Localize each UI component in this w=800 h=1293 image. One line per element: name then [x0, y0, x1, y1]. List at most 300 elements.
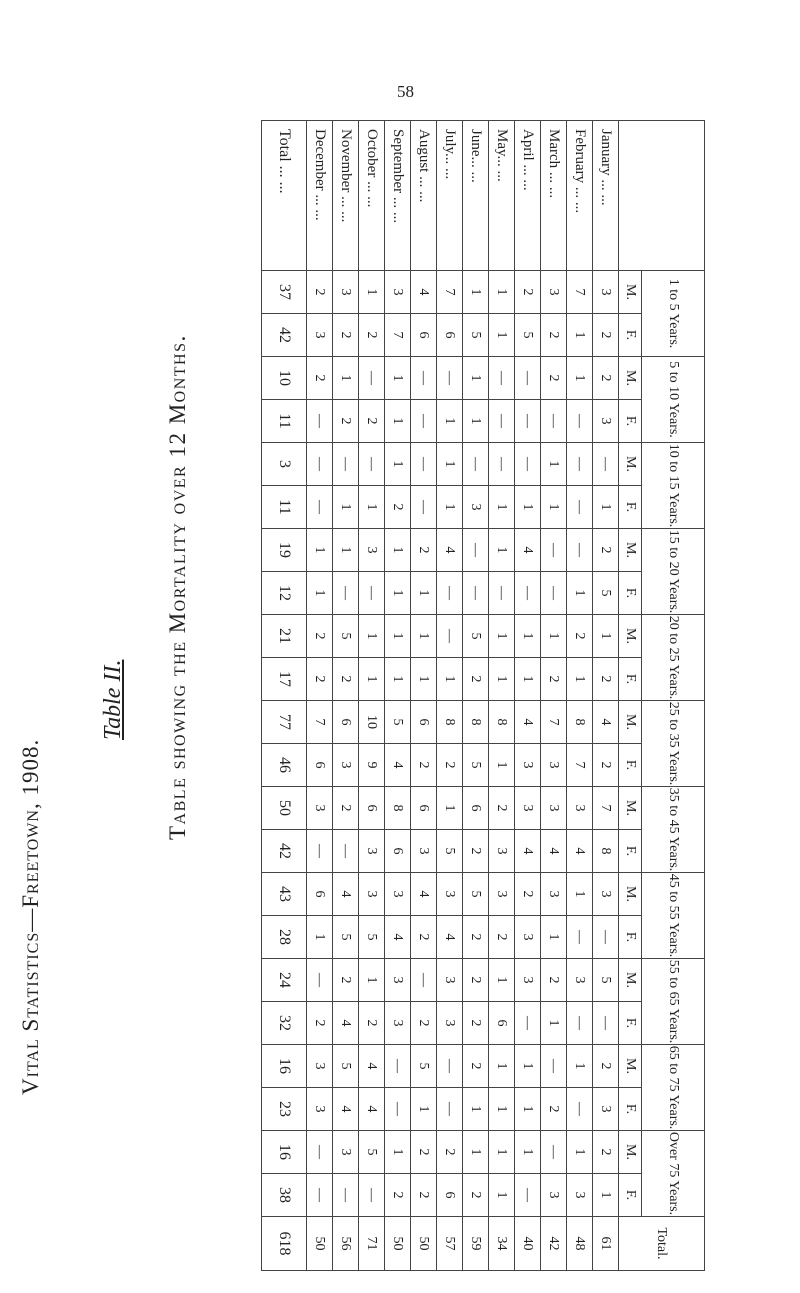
table-cell: 3: [359, 529, 385, 572]
table-cell: —: [437, 1088, 463, 1131]
month-cell: [385, 121, 411, 271]
total-row: [262, 121, 307, 1271]
table-cell: 2: [593, 1131, 619, 1174]
table-cell: 2: [463, 1174, 489, 1217]
column-total-cell: 37: [262, 271, 307, 314]
sex-header: F.: [619, 314, 642, 357]
table-cell: 2: [333, 400, 359, 443]
sex-header: M.: [619, 271, 642, 314]
table-cell: 1: [437, 658, 463, 701]
table-cell: 1: [411, 658, 437, 701]
table-cell: 2: [515, 873, 541, 916]
column-total-cell: 19: [262, 529, 307, 572]
sex-header: M.: [619, 787, 642, 830]
table-cell: —: [567, 916, 593, 959]
table-cell: 2: [333, 658, 359, 701]
table-cell: 8: [567, 701, 593, 744]
table-cell: 1: [463, 357, 489, 400]
leader-dots: ...: [468, 167, 484, 183]
total-column-header: Total.: [619, 1217, 705, 1271]
table-cell: 2: [541, 658, 567, 701]
table-row: [515, 121, 541, 1271]
age-group-header: 15 to 20 Years.: [642, 529, 705, 615]
row-total-cell: 59: [463, 1217, 489, 1271]
page-number: 58: [397, 82, 414, 101]
table-cell: 6: [359, 787, 385, 830]
table-cell: 1: [489, 1131, 515, 1174]
row-total-cell: 40: [515, 1217, 541, 1271]
table-cell: 5: [359, 1131, 385, 1174]
table-cell: —: [307, 959, 333, 1002]
table-cell: 2: [359, 314, 385, 357]
sex-header: M.: [619, 443, 642, 486]
table-cell: —: [593, 443, 619, 486]
table-cell: —: [411, 400, 437, 443]
leader-dots: ... ...: [546, 168, 562, 199]
age-group-header: 55 to 65 Years.: [642, 959, 705, 1045]
table-cell: 2: [515, 271, 541, 314]
age-group-header: 1 to 5 Years.: [642, 271, 705, 357]
table-cell: 1: [515, 1088, 541, 1131]
table-cell: 2: [593, 744, 619, 787]
month-cell: [307, 121, 333, 271]
table-row: [567, 121, 593, 1271]
table-cell: —: [359, 357, 385, 400]
table-cell: 10: [359, 701, 385, 744]
month-cell: [489, 121, 515, 271]
table-cell: —: [411, 959, 437, 1002]
table-cell: 4: [359, 1088, 385, 1131]
table-row: [359, 121, 385, 1271]
table-cell: 2: [541, 314, 567, 357]
table-cell: 2: [307, 357, 333, 400]
leader-dots: ...: [442, 164, 458, 180]
table-cell: —: [515, 400, 541, 443]
table-cell: 1: [541, 486, 567, 529]
table-cell: 2: [411, 1174, 437, 1217]
row-total-cell: 42: [541, 1217, 567, 1271]
table-cell: 1: [359, 658, 385, 701]
table-cell: 6: [385, 830, 411, 873]
table-cell: 1: [333, 529, 359, 572]
leader-dots: ... ...: [520, 160, 536, 191]
table-cell: 1: [411, 615, 437, 658]
sex-header: F.: [619, 572, 642, 615]
leader-dots: ... ...: [364, 177, 380, 208]
table-cell: —: [333, 830, 359, 873]
table-cell: 3: [463, 486, 489, 529]
table-cell: —: [567, 1088, 593, 1131]
table-cell: 8: [437, 701, 463, 744]
table-cell: 6: [411, 701, 437, 744]
table-cell: —: [463, 529, 489, 572]
table-cell: —: [515, 443, 541, 486]
month-name: November: [338, 129, 354, 193]
table-cell: 4: [385, 744, 411, 787]
month-cell: [515, 121, 541, 271]
table-row: [541, 121, 567, 1271]
table-cell: 1: [567, 1045, 593, 1088]
table-row: [333, 121, 359, 1271]
month-name: January: [598, 129, 614, 176]
table-cell: 1: [437, 400, 463, 443]
table-cell: 2: [307, 658, 333, 701]
table-cell: 2: [541, 1088, 567, 1131]
table-cell: 1: [593, 615, 619, 658]
table-cell: 1: [567, 658, 593, 701]
column-total-cell: 16: [262, 1045, 307, 1088]
table-cell: 1: [333, 486, 359, 529]
sex-header: F.: [619, 400, 642, 443]
leader-dots: ... ...: [598, 175, 614, 206]
table-cell: 1: [567, 572, 593, 615]
table-cell: 6: [437, 1174, 463, 1217]
table-cell: 1: [593, 486, 619, 529]
table-cell: 1: [463, 1131, 489, 1174]
table-cell: 5: [463, 615, 489, 658]
table-cell: 1: [489, 744, 515, 787]
table-cell: 3: [515, 744, 541, 787]
table-cell: 1: [463, 400, 489, 443]
table-cell: —: [593, 1002, 619, 1045]
column-total-cell: 10: [262, 357, 307, 400]
table-cell: 1: [385, 658, 411, 701]
table-cell: 5: [385, 701, 411, 744]
table-cell: 2: [333, 787, 359, 830]
column-total-cell: 43: [262, 873, 307, 916]
month-name: September: [390, 129, 406, 194]
table-cell: 6: [411, 787, 437, 830]
table-cell: —: [333, 572, 359, 615]
table-cell: —: [463, 572, 489, 615]
table-cell: —: [515, 572, 541, 615]
table-cell: 7: [567, 271, 593, 314]
table-cell: 3: [489, 873, 515, 916]
table-cell: 2: [541, 959, 567, 1002]
table-cell: 1: [385, 529, 411, 572]
table-cell: 3: [333, 271, 359, 314]
month-cell: [541, 121, 567, 271]
column-total-cell: 42: [262, 830, 307, 873]
table-cell: 2: [385, 486, 411, 529]
table-cell: 3: [385, 873, 411, 916]
table-cell: —: [515, 1002, 541, 1045]
table-cell: 3: [307, 1088, 333, 1131]
month-name: October: [364, 129, 380, 178]
table-cell: 4: [541, 830, 567, 873]
table-cell: —: [567, 1002, 593, 1045]
table-cell: 6: [411, 314, 437, 357]
table-row: [463, 121, 489, 1271]
table-cell: 4: [437, 916, 463, 959]
running-head: Vital Statistics—Freetown, 1908.: [18, 738, 43, 1095]
table-cell: 2: [333, 314, 359, 357]
sex-header: M.: [619, 959, 642, 1002]
age-group-header: 65 to 75 Years.: [642, 1045, 705, 1131]
table-cell: 4: [411, 271, 437, 314]
table-cell: —: [567, 443, 593, 486]
table-cell: 3: [437, 873, 463, 916]
table-cell: 7: [385, 314, 411, 357]
table-cell: 3: [515, 787, 541, 830]
table-cell: 3: [333, 1131, 359, 1174]
table-cell: 1: [541, 916, 567, 959]
column-total-cell: 28: [262, 916, 307, 959]
sex-header: M.: [619, 357, 642, 400]
table-cell: 4: [567, 830, 593, 873]
table-cell: 5: [593, 572, 619, 615]
table-cell: —: [489, 400, 515, 443]
table-cell: 1: [489, 959, 515, 1002]
sex-header: F.: [619, 744, 642, 787]
table-cell: 1: [359, 959, 385, 1002]
table-cell: 4: [385, 916, 411, 959]
table-cell: 1: [541, 1002, 567, 1045]
total-label-cell: [262, 121, 307, 271]
table-row: [437, 121, 463, 1271]
table-cell: —: [437, 357, 463, 400]
table-cell: —: [411, 357, 437, 400]
table-cell: 5: [515, 314, 541, 357]
table-cell: —: [515, 357, 541, 400]
table-cell: 1: [307, 916, 333, 959]
table-cell: 1: [385, 615, 411, 658]
sex-header: F.: [619, 658, 642, 701]
month-cell: [411, 121, 437, 271]
table-cell: 5: [463, 873, 489, 916]
table-cell: 3: [593, 1088, 619, 1131]
table-cell: 1: [489, 615, 515, 658]
sex-header: M.: [619, 529, 642, 572]
leader-dots: ... ...: [338, 192, 354, 223]
table-cell: 3: [437, 1002, 463, 1045]
table-cell: 3: [593, 400, 619, 443]
table-cell: 2: [411, 529, 437, 572]
age-group-header: 25 to 35 Years.: [642, 701, 705, 787]
sex-header: M.: [619, 701, 642, 744]
table-cell: 3: [437, 959, 463, 1002]
table-cell: 5: [463, 314, 489, 357]
table-cell: 9: [359, 744, 385, 787]
age-group-header-row: [642, 121, 705, 1271]
month-name: August: [416, 129, 432, 173]
table-row: [593, 121, 619, 1271]
table-cell: 3: [567, 787, 593, 830]
row-total-cell: 50: [307, 1217, 333, 1271]
month-name: May...: [494, 129, 510, 167]
table-cell: 1: [489, 658, 515, 701]
table-cell: —: [359, 1174, 385, 1217]
table-cell: 3: [359, 873, 385, 916]
column-total-cell: 11: [262, 486, 307, 529]
table-cell: 3: [307, 787, 333, 830]
table-cell: 5: [333, 1045, 359, 1088]
table-cell: —: [307, 1131, 333, 1174]
table-cell: 3: [411, 830, 437, 873]
table-cell: 1: [489, 529, 515, 572]
table-cell: 2: [593, 658, 619, 701]
table-cell: 2: [385, 1174, 411, 1217]
row-total-cell: 50: [385, 1217, 411, 1271]
table-cell: 2: [411, 916, 437, 959]
column-total-cell: 77: [262, 701, 307, 744]
table-cell: —: [307, 443, 333, 486]
table-cell: 3: [385, 1002, 411, 1045]
table-cell: —: [489, 357, 515, 400]
table-cell: —: [411, 443, 437, 486]
table-cell: 2: [437, 1131, 463, 1174]
table-cell: —: [515, 1174, 541, 1217]
table-cell: 3: [307, 1045, 333, 1088]
total-label: Total: [276, 129, 293, 162]
sex-header: M.: [619, 1045, 642, 1088]
table-cell: 2: [411, 1002, 437, 1045]
table-cell: 1: [515, 1045, 541, 1088]
table-cell: 2: [463, 1002, 489, 1045]
table-cell: —: [359, 572, 385, 615]
table-cell: —: [307, 400, 333, 443]
sex-header: M.: [619, 873, 642, 916]
mortality-table: [265, 120, 705, 1270]
sex-header: F.: [619, 486, 642, 529]
table-cell: —: [541, 572, 567, 615]
table-cell: 1: [307, 572, 333, 615]
table-cell: 1: [567, 314, 593, 357]
column-total-cell: 46: [262, 744, 307, 787]
table-cell: —: [359, 443, 385, 486]
table-cell: 1: [385, 443, 411, 486]
age-group-header: 20 to 25 Years.: [642, 615, 705, 701]
table-cell: 1: [385, 1131, 411, 1174]
table-cell: 4: [515, 701, 541, 744]
month-cell: [593, 121, 619, 271]
table-cell: —: [385, 1088, 411, 1131]
table-cell: 1: [307, 529, 333, 572]
table-cell: 1: [541, 615, 567, 658]
table-cell: 4: [515, 529, 541, 572]
table-cell: 6: [307, 873, 333, 916]
row-total-cell: 50: [411, 1217, 437, 1271]
column-total-cell: 42: [262, 314, 307, 357]
table-cell: 8: [385, 787, 411, 830]
table-cell: 4: [333, 1088, 359, 1131]
table-cell: 2: [593, 357, 619, 400]
table-cell: 3: [515, 959, 541, 1002]
table-cell: —: [437, 572, 463, 615]
table-cell: —: [489, 572, 515, 615]
table-cell: 4: [333, 873, 359, 916]
table-cell: 3: [541, 1174, 567, 1217]
table-cell: 3: [359, 830, 385, 873]
table-cell: —: [463, 443, 489, 486]
column-total-cell: 17: [262, 658, 307, 701]
table-cell: 1: [515, 1131, 541, 1174]
leader-dots: ... ...: [276, 161, 293, 194]
age-group-header: 5 to 10 Years.: [642, 357, 705, 443]
table-cell: 1: [541, 443, 567, 486]
column-total-cell: 50: [262, 787, 307, 830]
month-cell: [437, 121, 463, 271]
column-total-cell: 11: [262, 400, 307, 443]
table-cell: —: [333, 1174, 359, 1217]
month-cell: [463, 121, 489, 271]
month-name: March: [546, 129, 562, 169]
row-total-cell: 34: [489, 1217, 515, 1271]
table-cell: —: [437, 1045, 463, 1088]
table-cell: 1: [489, 1088, 515, 1131]
table-cell: 2: [333, 959, 359, 1002]
table-cell: 5: [463, 744, 489, 787]
leader-dots: ... ...: [390, 193, 406, 224]
table-cell: —: [541, 1131, 567, 1174]
table-cell: 5: [333, 615, 359, 658]
table-cell: 1: [437, 443, 463, 486]
leader-dots: ... ...: [572, 183, 588, 214]
month-name: April: [520, 129, 536, 161]
table-cell: —: [567, 400, 593, 443]
table-cell: 8: [463, 701, 489, 744]
table-cell: 1: [489, 1045, 515, 1088]
table-cell: 2: [359, 1002, 385, 1045]
table-cell: 5: [593, 959, 619, 1002]
table-cell: 3: [541, 744, 567, 787]
table-cell: —: [307, 1174, 333, 1217]
leader-dots: ... ...: [416, 172, 432, 203]
table-cell: 2: [463, 830, 489, 873]
table-cell: 3: [567, 1174, 593, 1217]
row-total-cell: 71: [359, 1217, 385, 1271]
table-cell: —: [541, 529, 567, 572]
month-cell: [333, 121, 359, 271]
table-cell: 1: [359, 615, 385, 658]
table-cell: —: [541, 400, 567, 443]
sex-header: F.: [619, 916, 642, 959]
table-cell: 5: [411, 1045, 437, 1088]
sex-header: F.: [619, 1174, 642, 1217]
table-cell: 2: [463, 916, 489, 959]
table-cell: —: [437, 615, 463, 658]
table-cell: —: [411, 486, 437, 529]
table-cell: 1: [567, 1131, 593, 1174]
row-total-cell: 61: [593, 1217, 619, 1271]
table-heading: Table showing the Mortality over 12 Months.: [165, 334, 190, 840]
table-row: [489, 121, 515, 1271]
row-total-cell: 56: [333, 1217, 359, 1271]
sex-header: M.: [619, 615, 642, 658]
month-name: December: [312, 129, 328, 191]
table-cell: 2: [437, 744, 463, 787]
table-cell: 6: [437, 314, 463, 357]
sex-header: M.: [619, 1131, 642, 1174]
table-cell: 2: [463, 658, 489, 701]
table-cell: 3: [593, 271, 619, 314]
month-name: June...: [468, 129, 484, 168]
table-cell: 1: [515, 615, 541, 658]
column-total-cell: 24: [262, 959, 307, 1002]
table-cell: 1: [567, 357, 593, 400]
table-cell: 7: [567, 744, 593, 787]
table-cell: —: [593, 916, 619, 959]
column-total-cell: 3: [262, 443, 307, 486]
sex-header: F.: [619, 1088, 642, 1131]
table-cell: —: [567, 529, 593, 572]
table-cell: 3: [489, 830, 515, 873]
table-cell: 1: [463, 271, 489, 314]
month-name: February: [572, 129, 588, 184]
table-cell: —: [307, 486, 333, 529]
table-cell: 2: [411, 1131, 437, 1174]
table-cell: 8: [593, 830, 619, 873]
